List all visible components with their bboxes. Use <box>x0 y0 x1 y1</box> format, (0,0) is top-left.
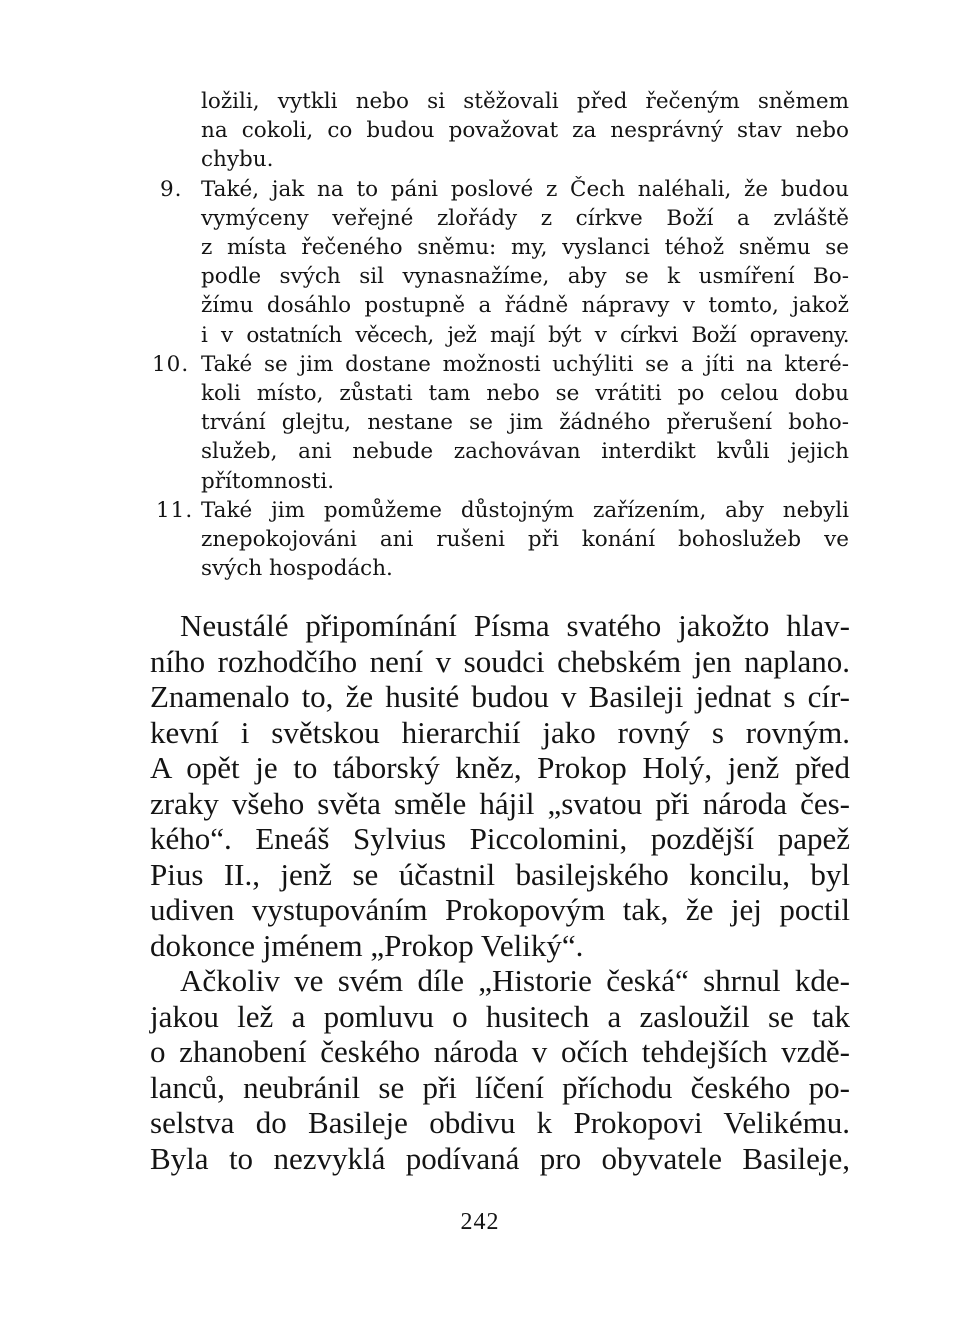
text-line: přítomnosti. <box>201 468 335 494</box>
text-line: chybu. <box>201 147 274 173</box>
text-line: Pius II., jenž se účastnil basilejského koncilu, byl <box>150 856 850 892</box>
text-line: i v ostatních věcech, jež mají být v církvi Boží opraveny. <box>201 322 849 348</box>
text-line: ložili, vytkli nebo si stěžovali před řečeným sněmem <box>201 89 849 114</box>
body-paragraph <box>150 608 850 963</box>
text-line: Neustálé připomínání Písma svatého jakožto hlav- <box>180 608 850 643</box>
text-line: Ačkoliv ve svém díle „Historie česká“ shrnul kde- <box>180 963 850 998</box>
text-line: Také jim pomůžeme důstojným zařízením, aby nebyli <box>201 497 849 523</box>
text-line: o zhanobení českého národa v očích tehdejších vzdě- <box>150 1034 850 1069</box>
text-line: trvání glejtu, nestane se jim žádného přerušení boho- <box>201 410 849 436</box>
text-line: udiven vystupováním Prokopovým tak, že jej poctil <box>150 892 850 927</box>
item-number: 11. <box>156 497 194 523</box>
list-item <box>201 175 849 350</box>
text-line: žímu dosáhlo postupně a řádně nápravy v tomto, jakož <box>201 293 849 319</box>
text-line: lanců, neubránil se při líčení příchodu českého po- <box>150 1069 850 1105</box>
text-line: Byla to nezvyklá podívaná pro obyvatele Basileje, <box>150 1140 850 1176</box>
text-line: zraky všeho světa směle hájil „svatou při národa čes- <box>150 785 850 821</box>
item-continuation <box>201 87 849 175</box>
text-line: služeb, ani nebude zachovávan interdikt kvůli jejich <box>201 439 849 465</box>
page-number: 242 <box>460 1209 500 1235</box>
text-line: na cokoli, co budou považovat za nesprávný stav nebo <box>201 118 849 144</box>
body-paragraph <box>150 963 850 1176</box>
text-line: podle svých sil vynasnažíme, aby se k usmíření Bo- <box>201 264 849 290</box>
text-line: jakou lež a pomluvu o husitech a zasloužil se tak <box>150 998 850 1034</box>
text-line: kého“. Eneáš Sylvius Piccolomini, pozdější papež <box>150 821 850 856</box>
list-item <box>201 496 849 584</box>
text-line: ního rozhodčího není v soudci chebském jen naplano. <box>150 643 850 679</box>
item-number: 9. <box>160 176 183 202</box>
text-line: selstva do Basileje obdivu k Prokopovi Velikému. <box>150 1105 850 1140</box>
text-line: svých hospodách. <box>201 556 393 582</box>
text-line: kevní i světskou hierarchií jako rovný s rovným. <box>150 714 850 750</box>
text-line: Také se jim dostane možnosti uchýliti se a jíti na které- <box>201 351 849 377</box>
text-line: koli místo, zůstati tam nebo se vrátiti po celou dobu <box>201 381 849 406</box>
text-line: vymýceny veřejné zlořády z církve Boží a zvláště <box>201 205 849 231</box>
text-line: dokonce jménem „Prokop Veliký“. <box>150 927 584 963</box>
item-number: 10. <box>152 351 190 377</box>
text-line: A opět je to táborský kněz, Prokop Holý, jenž před <box>150 750 850 785</box>
text-line: z místa řečeného sněmu: my, vyslanci téhož sněmu se <box>201 235 849 260</box>
text-line: Znamenalo to, že husité budou v Basileji jednat s cír- <box>150 679 850 714</box>
text-line: Také, jak na to páni poslové z Čech naléhali, že budou <box>201 176 849 202</box>
text-line: znepokojováni ani rušeni při konání bohoslužeb ve <box>201 527 849 552</box>
list-item <box>201 350 849 496</box>
